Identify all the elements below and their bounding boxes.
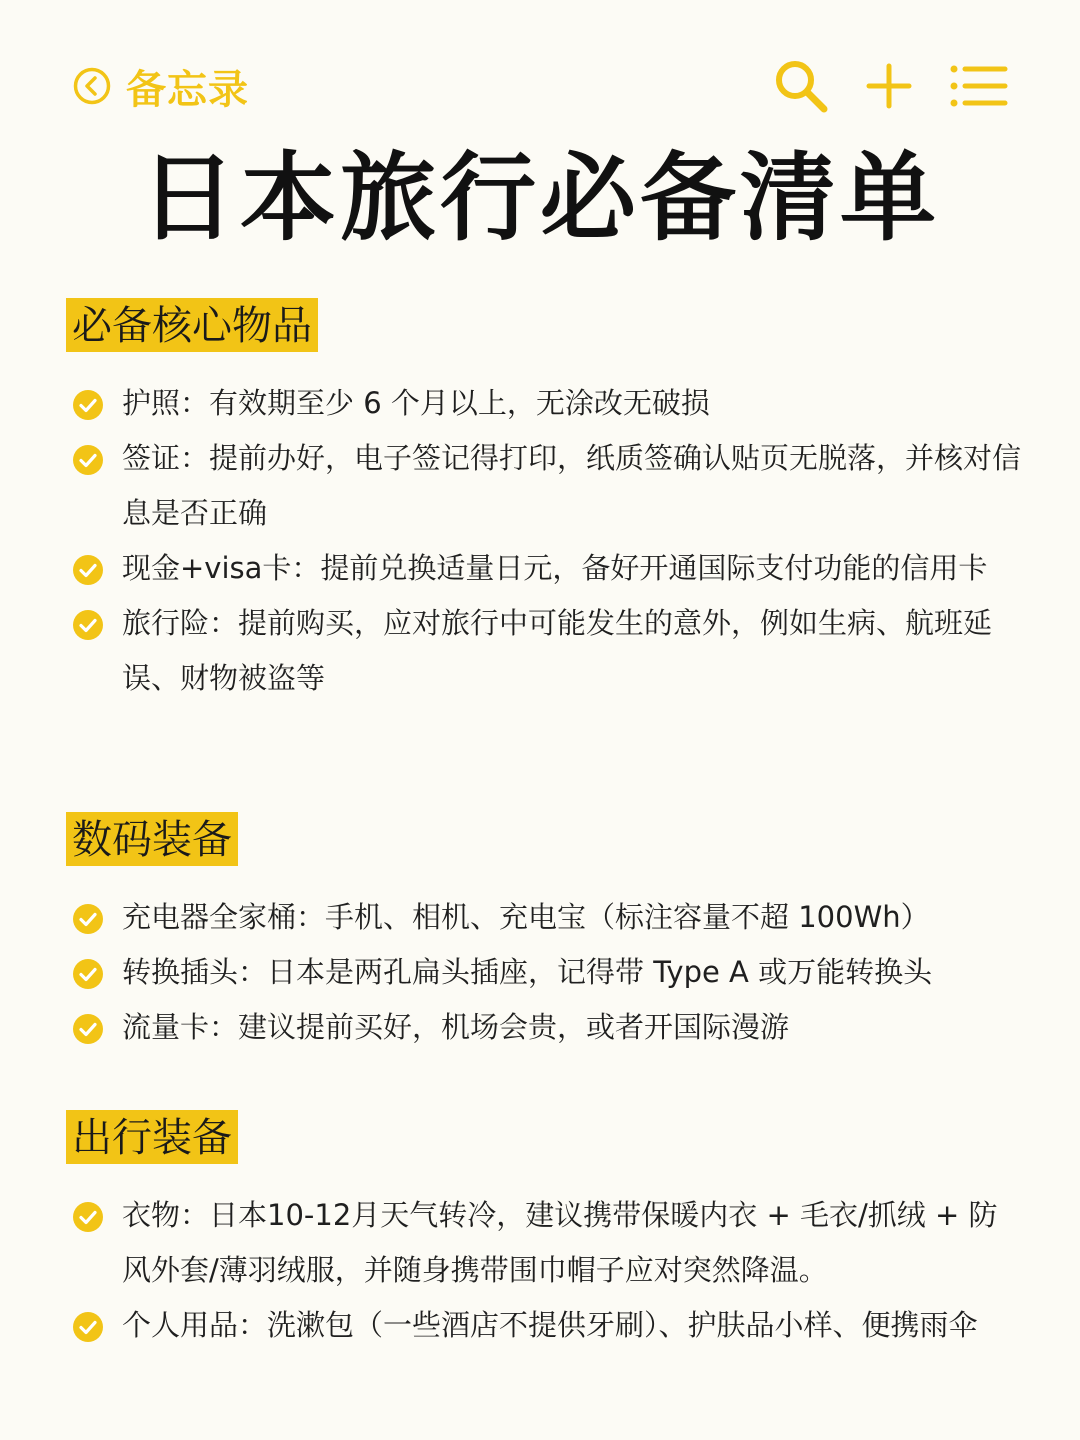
list-item (66, 541, 1026, 596)
list-item-text: 个人用品：洗漱包（一些酒店不提供牙刷）、护肤品小样、便携雨伞 (122, 1308, 978, 1342)
section-heading: 必备核心物品 (66, 298, 318, 352)
list-item-text: 现金+visa卡：提前兑换适量日元，备好开通国际支付功能的信用卡 (122, 551, 988, 585)
check-circle-icon (72, 1311, 104, 1343)
section-heading: 数码装备 (66, 812, 238, 866)
checklist (66, 890, 1026, 1055)
section-digital-gear (66, 812, 1026, 1055)
list-item (66, 890, 1026, 945)
list-item (66, 1298, 1026, 1353)
page-title: 日本旅行必备清单 (140, 142, 940, 254)
header-actions (772, 57, 1008, 115)
list-item-text: 旅行险：提前购买，应对旅行中可能发生的意外，例如生病、航班延误、财物被盗等 (122, 606, 993, 695)
list-item-text: 流量卡：建议提前买好，机场会贵，或者开国际漫游 (122, 1010, 790, 1044)
back-label: 备忘录 (126, 66, 249, 113)
check-circle-icon (72, 958, 104, 990)
list-item-text: 签证：提前办好，电子签记得打印，纸质签确认贴页无脱落，并核对信息是否正确 (122, 441, 1022, 530)
list-item (66, 431, 1026, 541)
top-bar (72, 56, 1008, 116)
check-circle-icon (72, 1013, 104, 1045)
check-circle-icon (72, 1201, 104, 1233)
list-item-text: 转换插头：日本是两孔扁头插座，记得带 Type A 或万能转换头 (122, 955, 933, 989)
search-icon[interactable] (772, 57, 830, 115)
checklist (66, 1188, 1026, 1353)
check-circle-icon (72, 554, 104, 586)
list-item (66, 596, 1026, 706)
list-item-text: 护照：有效期至少 6 个月以上，无涂改无破损 (122, 386, 710, 420)
check-circle-icon (72, 389, 104, 421)
list-item (66, 1188, 1026, 1298)
section-core-items (66, 298, 1026, 706)
list-item-text: 充电器全家桶：手机、相机、充电宝（标注容量不超 100Wh） (122, 900, 930, 934)
check-circle-icon (72, 903, 104, 935)
list-item (66, 376, 1026, 431)
list-menu-icon[interactable] (950, 64, 1008, 108)
check-circle-icon (72, 444, 104, 476)
chevron-left-circle-icon (72, 66, 112, 106)
plus-icon[interactable] (866, 63, 912, 109)
list-item-text: 衣物：日本10-12月天气转冷，建议携带保暖内衣 + 毛衣/抓绒 + 防风外套/薄羽绒服，并随身携带围巾帽子应对突然降温。 (122, 1198, 998, 1287)
list-item (66, 945, 1026, 1000)
checklist (66, 376, 1026, 706)
section-travel-gear (66, 1110, 1026, 1353)
back-button[interactable] (72, 58, 249, 115)
section-heading: 出行装备 (66, 1110, 238, 1164)
list-item (66, 1000, 1026, 1055)
check-circle-icon (72, 609, 104, 641)
